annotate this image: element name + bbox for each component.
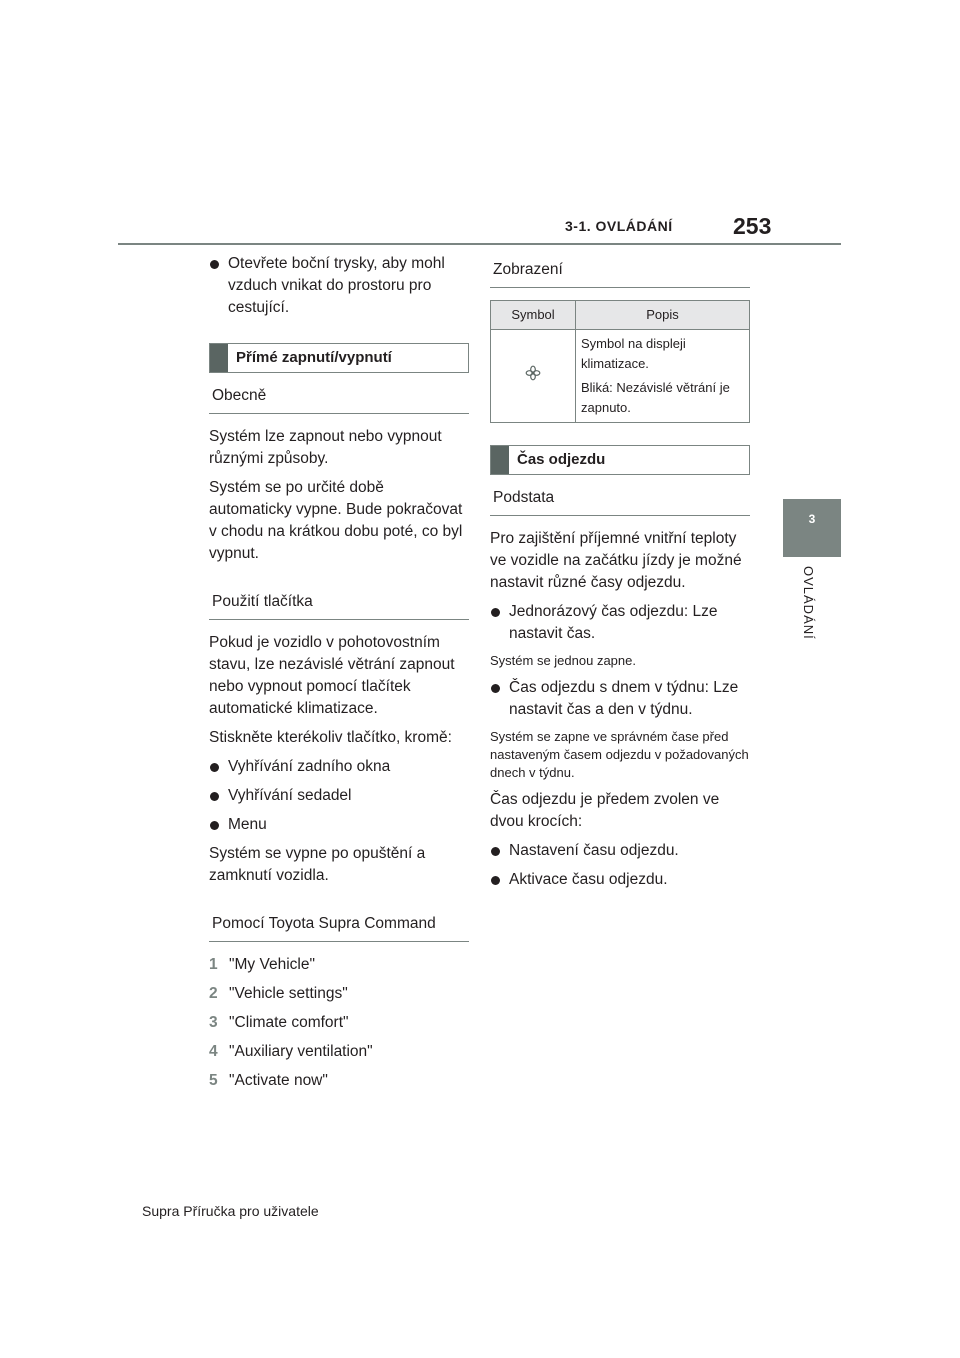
left-column bbox=[209, 253, 469, 1099]
list-item: Čas odjezdu s dnem v týdnu: Lze nastavit čas a den v týdnu. bbox=[490, 677, 750, 721]
description-line: Bliká: Nezávislé větrání je zapnuto. bbox=[581, 380, 730, 415]
list-item: Aktivace času odjezdu. bbox=[490, 869, 750, 891]
subheading-principle: Podstata bbox=[490, 475, 750, 516]
subheading-button-use: Použití tlačítka bbox=[209, 579, 469, 620]
paragraph: Systém lze zapnout nebo vypnout různými způsoby. bbox=[209, 428, 442, 467]
box-marker bbox=[491, 446, 509, 474]
section-title: 3-1. OVLÁDÁNÍ bbox=[565, 218, 673, 234]
table-row bbox=[491, 330, 750, 423]
step-item bbox=[209, 1070, 469, 1092]
paragraph: Systém se po určité době automaticky vypne. Bude pokračovat v chodu na krátkou dobu poté, co byl vypnut. bbox=[209, 479, 463, 562]
step-number: 4 bbox=[209, 1043, 218, 1060]
paragraph: Systém se vypne po opuštění a zamknutí vozidla. bbox=[209, 845, 426, 884]
note: Systém se jednou zapne. bbox=[490, 653, 636, 668]
step-item bbox=[209, 983, 469, 1005]
step-text: "Vehicle settings" bbox=[229, 985, 348, 1002]
box-title: Přímé zapnutí/vypnutí bbox=[236, 349, 392, 366]
fan-icon bbox=[525, 365, 541, 381]
step-text: "Auxiliary ventilation" bbox=[229, 1043, 373, 1060]
section-box-direct-switch bbox=[209, 343, 469, 373]
right-column bbox=[490, 253, 750, 898]
list-item: Jednorázový čas odjezdu: Lze nastavit čas. bbox=[490, 601, 750, 645]
step-item bbox=[209, 954, 469, 976]
list-item: Vyhřívání zadního okna bbox=[209, 756, 469, 778]
chapter-tab: 3 bbox=[783, 499, 841, 557]
chapter-label: OVLÁDÁNÍ bbox=[801, 566, 816, 640]
symbol-cell bbox=[491, 330, 576, 423]
list-item: Vyhřívání sedadel bbox=[209, 785, 469, 807]
step-item bbox=[209, 1012, 469, 1034]
step-number: 3 bbox=[209, 1014, 218, 1031]
box-title: Čas odjezdu bbox=[517, 451, 606, 468]
step-item bbox=[209, 1041, 469, 1063]
section-box-departure-time bbox=[490, 445, 750, 475]
paragraph: Stiskněte kterékoliv tlačítko, kromě: bbox=[209, 729, 452, 746]
description-cell bbox=[576, 330, 750, 423]
paragraph: Pokud je vozidlo v pohotovostním stavu, lze nezávislé větrání zapnout nebo vypnout pomocí tlačítek automatické klimatizace. bbox=[209, 634, 455, 717]
step-number: 2 bbox=[209, 985, 218, 1002]
step-text: "My Vehicle" bbox=[229, 956, 315, 973]
footer-text: Supra Příručka pro uživatele bbox=[142, 1203, 319, 1219]
header-divider bbox=[118, 243, 841, 245]
description-line: Symbol na displeji klimatizace. bbox=[581, 336, 686, 371]
page-number: 253 bbox=[733, 213, 772, 239]
step-number: 5 bbox=[209, 1072, 218, 1089]
subheading-display: Zobrazení bbox=[490, 253, 750, 288]
paragraph: Pro zajištění příjemné vnitřní teploty ve vozidle na začátku jízdy je možné nastavit různé časy odjezdu. bbox=[490, 530, 742, 591]
note: Systém se zapne ve správném čase před nastaveným časem odjezdu v požadovaných dnech v týdnu. bbox=[490, 729, 749, 780]
paragraph: Čas odjezdu je předem zvolen ve dvou krocích: bbox=[490, 791, 720, 830]
step-number: 1 bbox=[209, 956, 218, 973]
table-header-description: Popis bbox=[576, 301, 750, 330]
box-marker bbox=[210, 344, 228, 372]
list-item: Nastavení času odjezdu. bbox=[490, 840, 750, 862]
intro-bullet: Otevřete boční trysky, aby mohl vzduch vnikat do prostoru pro cestující. bbox=[209, 253, 469, 319]
subheading-supra-command: Pomocí Toyota Supra Command bbox=[209, 901, 469, 942]
list-item: Menu bbox=[209, 814, 469, 836]
step-text: "Activate now" bbox=[229, 1072, 328, 1089]
symbol-table bbox=[490, 300, 750, 423]
step-text: "Climate comfort" bbox=[229, 1014, 349, 1031]
subheading-general: Obecně bbox=[209, 373, 469, 414]
table-header-symbol: Symbol bbox=[491, 301, 576, 330]
